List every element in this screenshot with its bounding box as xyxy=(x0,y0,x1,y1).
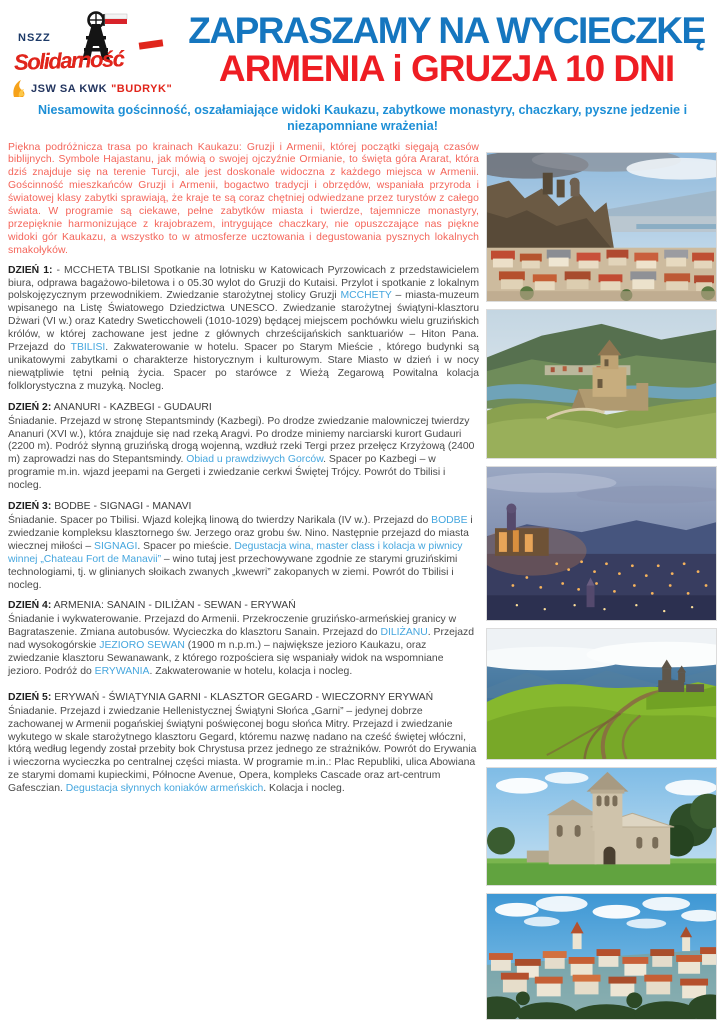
day-label: DZIEŃ 5: xyxy=(8,691,52,703)
body-text: – miasta-muzeum wpisanego na Listę Światowego Dziedzictwa UNESCO. Zwiedzanie starożytnej świątyni-klasztoru Dżwari (VI w.) oraz Katedry Sweticchoweli (1010-1029) będącej miejscem pochówku wielu gruzińskich królów, w której zachowane jest jedne z głównych chrześcijańskich sanktuariów – Hiton Pana. Przejazd do xyxy=(8,290,479,354)
solidarity-flag-icon xyxy=(138,38,165,51)
body-text: - MCCHETA TBLISI Spotkanie na lotnisku w Katowicach Pyrzowicach z przedstawicielem biura, odprawa bagażowo-biletowa i o 05.30 wylot do Gruzji do Kutaisi. Przylot i spotkanie z lokalnym polskojęzycznym przewodnikiem. Zwiedzanie starożytnej stolicy Gruzji xyxy=(8,264,479,302)
photo-tbilisi-dusk xyxy=(486,466,717,621)
highlighted-phrase: SIGNAGI xyxy=(94,540,138,552)
photo-column xyxy=(486,152,717,1024)
highlighted-phrase: TBILISI xyxy=(70,342,106,354)
body-text: – wino tutaj jest przechowywane zgodnie ze starymi gruzińskimi technologiami, tj. w glinianych słoikach zwanych „kwewri” zakopanych w ziemi. Powrót do Tbilisi i nocleg. xyxy=(8,553,458,591)
body-text: i zwiedzanie kompleksu klasztornego św. Jerzego oraz grobu św. Nino. Następnie przejazd do miasta wiecznej miłości – xyxy=(8,514,473,552)
day-label: DZIEŃ 2: xyxy=(8,401,52,413)
header xyxy=(8,8,717,96)
highlighted-phrase: BODBE xyxy=(431,514,468,526)
photo-bodbe-monastery xyxy=(486,767,717,886)
highlighted-phrase: Degustacja wina, master class i kolacja w piwnicy winnej „Chateau Fort de Manavii” xyxy=(8,540,463,565)
day-label: DZIEŃ 4: xyxy=(8,600,52,612)
logo-brand-wordmark: Solidarność xyxy=(13,46,124,75)
tagline: Niesamowita gościnność, oszałamiające widoki Kaukazu, zabytkowe monastyry, chaczkary, pyszne jedzenie i niezapomniane wrażenia! xyxy=(37,103,688,134)
highlighted-phrase: Obiad u prawdziwych Gorców xyxy=(186,454,324,466)
page-title-destination: ARMENIA i GRUZJA 10 DNI xyxy=(218,47,675,89)
polish-flag-icon xyxy=(104,14,127,26)
body-text: (1900 m n.p.m.) – największe jezioro Kaukazu, oraz zwiedzanie klasztoru Sewanawank, z którego rozpościera się wspaniały widok na wspomniane jezioro. Podróż do xyxy=(8,640,444,677)
body-text: . Kolacja i nocleg. xyxy=(263,783,345,795)
solidarnosc-logo xyxy=(10,10,178,106)
body-text: Śniadanie. Spacer po Tbilisi. Wjazd kolejką linową do twierdzy Narikala (IV w.). Przejazd do xyxy=(8,514,432,526)
title-block xyxy=(176,8,717,89)
photo-tbilisi-old-town xyxy=(486,152,717,302)
day-heading: DZIEŃ 5: ERYWAŃ - ŚWIĄTYNIA GARNI - KLASZTOR GEGARD - WIECZORNY ERYWAŃ xyxy=(8,691,434,703)
day-label: DZIEŃ 3: xyxy=(8,501,52,513)
highlighted-phrase: DILIŻANU xyxy=(380,627,428,639)
logo-company: JSW SA KWK xyxy=(31,83,108,95)
highlighted-phrase: JEZIORO SEWAN xyxy=(99,640,185,652)
day-heading: DZIEŃ 4: ARMENIA: SANAIN - DILIŻAN - SEWAN - ERYWAŃ xyxy=(8,600,296,612)
logo-union-acronym: NSZZ xyxy=(18,32,51,44)
day-heading: DZIEŃ 3: BODBE - SIGNAGI - MANAVI xyxy=(8,501,192,513)
body-text: . Spacer po Kazbegi – w programie m.in. wjazd jeepami na Gergeti i zwiedzanie cerkwi Świętej Trójcy. Powrót do Tbilisi i nocleg. xyxy=(8,454,446,492)
highlighted-phrase: Degustacja słynnych koniaków armeńskich xyxy=(65,783,264,795)
body-text: . Zakwaterowanie w hotelu, kolacja i nocleg. xyxy=(149,665,353,677)
intro-paragraph: Piękna podróżnicza trasa po krainach Kaukazu: Gruzji i Armenii, której początki sięgają czasów biblijnych. Symbole Hajastanu, jak mówią o swojej ojczyźnie Ormianie, to święta góra Ararat, która dziś znajduje się na terenie Turcji, ale jest doskonale widoczna z każdego miejsca w Armenii. Gościnność mieszkańców Gruzji i Armenii, bogactwo tradycji i obrzędów, wspaniała przyroda i światowej klasy zabytki sprawiają, że kraje te są coraz chętniej odwiedzane przez turystów z całego świata. W programie są ciekawe, pełne zabytków miasta i twierdze, tajemnicze monastyry, przepięknie harmonizujące z krajobrazem, intrygujące chaczkary, nie opuszczające nas piękne widoki gór Kaukazu, a wszystko to w atmosferze ucztowania i degustowania pysznych lokalnych smakołyków. xyxy=(8,141,479,256)
body-text: Śniadanie. Przejazd i zwiedzanie Hellenistycznej Świątyni Słońca „Garni” – jedynej dobrze zachowanej w Armenii pogańskiej świątyni poświęconej bogu słońca Mitry. Przejazd i zwiedzanie wykutego w skale starożytnego klasztoru Gegard, któremu nazwę nadano na cześć świętej włóczni, którą według legendy został przebity bok Chrystusa przez jednego ze strażników. Powrót do Erywania i wieczorna wycieczka po centralnej części miasta. W programie m.in.: Plac Republiki, ulica Abowiana ze starymi domami kupieckimi, Północne Avenue, Opera, kompleks Cascade oraz art-centrum Gafesczian. xyxy=(8,705,477,795)
photo-signagi-town xyxy=(486,893,717,1020)
day-label: DZIEŃ 1: xyxy=(8,264,53,276)
jsw-swoosh-icon xyxy=(12,80,28,98)
body-text: . Przejazd nad wysokogórskie xyxy=(8,627,474,652)
body-text: Śniadanie i wykwaterowanie. Przejazd do Armenii. Przekroczenie gruzińsko-armeńskiej granicy w Bagrataszenie. Zmiana autobusów. Wycieczka do klasztoru Sanain. Przejazd do xyxy=(8,614,457,639)
body-text: Śniadanie. Przejazd w stronę Stepantsmindy (Kazbegi). Po drodze zwiedzanie malowniczej twierdzy Ananuri (XVI w.), która znajduje się nad rzeką Aragvi. Po drodze miniemy narciarski kurort Gudauri (2200 m). Podróż słynną gruzińską drogą wojenną, wzdłuż rzeki Tergi przez przełęcz Krzyżową (2400 m) zaprowadzi nas do Stepantsmindy. xyxy=(8,415,475,466)
body-text: . Zakwaterowanie w hotelu. Spacer po Starym Mieście , którego budynki są unikatowymi zabytkami o charakterze historycznym i kulturowym. Stare Miasto w dzień i w nocy niewątpliwie tętni pełnią życia. Spacer po starówce z Wieżą Zegarową Powitalna kolacja folklorystyczna z muzyką. Nocleg. xyxy=(8,342,479,392)
photo-gergeti-church xyxy=(486,628,717,760)
day-heading: DZIEŃ 2: ANANURI - KAZBEGI - GUDAURI xyxy=(8,401,212,413)
main-content xyxy=(8,142,717,797)
highlighted-phrase: MCCHETY xyxy=(340,290,392,302)
body-text: . Spacer po mieście. xyxy=(137,540,235,552)
photo-jvari-monastery xyxy=(486,309,717,459)
highlighted-phrase: ERYWANIA xyxy=(94,665,150,677)
logo-mine-name: "BUDRYK" xyxy=(111,83,173,95)
page-title: ZAPRASZAMY NA WYCIECZKĘ xyxy=(188,10,705,51)
